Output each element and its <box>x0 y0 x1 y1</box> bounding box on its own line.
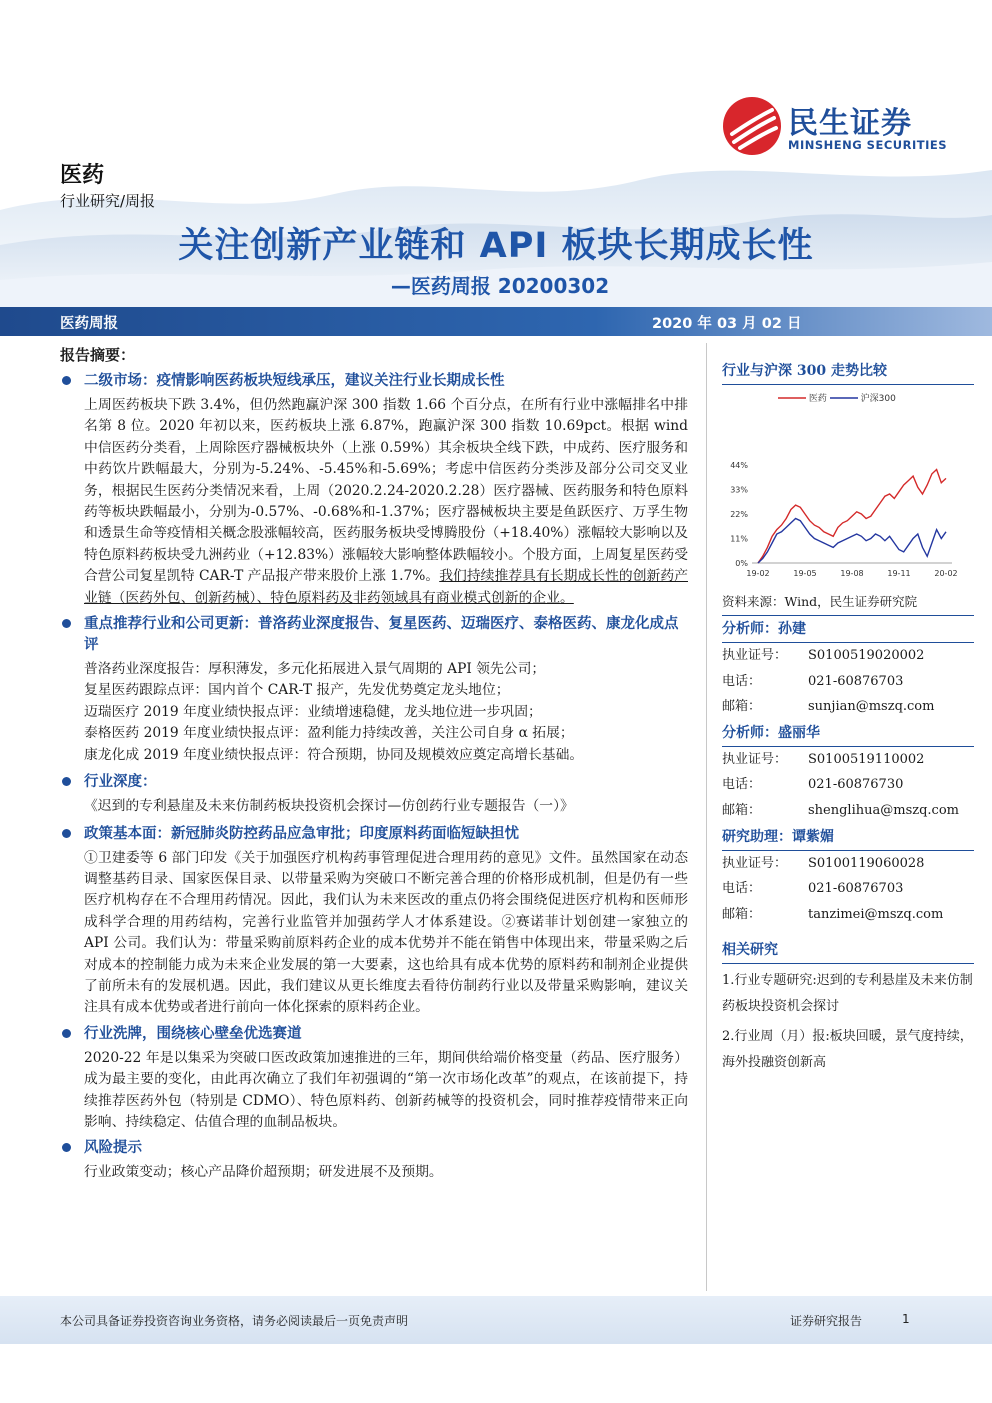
report-title: 关注创新产业链和 API 板块长期成长性 <box>178 226 814 266</box>
company-logo <box>722 96 962 160</box>
chart-legend <box>778 391 896 404</box>
y-tick-label: 22% <box>730 510 748 519</box>
recommendation-line: 普洛药业深度报告：厚积薄发，多元化拓展进入景气周期的 API 领先公司； <box>84 661 546 678</box>
analyst-detail-row: 执业证号： S0100119060028 <box>722 855 925 871</box>
legend-label-hs300: 沪深300 <box>860 394 896 404</box>
report-type: 行业研究/周报 <box>60 192 156 210</box>
bullet-icon <box>62 1029 71 1038</box>
analyst-email-link[interactable]: tanzimei@mszq.com <box>808 906 944 922</box>
column-divider <box>706 343 707 1291</box>
related-research-item[interactable]: 1.行业专题研究:迟到的专利悬崖及未来仿制药板块投资机会探讨 <box>722 973 973 1015</box>
line-chart <box>722 385 974 591</box>
x-tick-label: 19-08 <box>840 569 864 578</box>
analyst-email-link[interactable]: shenglihua@mszq.com <box>808 802 959 818</box>
y-tick-label: 0% <box>735 559 748 568</box>
underlined-recommendation: 我们持续推荐具有长期成长性的创新药产业链（医药外包、创新药械）、特色原料药及非药领域具有商业模式创新的企业。 <box>84 568 688 606</box>
analyst-detail-row: 执业证号： S0100519110002 <box>722 751 925 767</box>
chart-source: 资料来源：Wind，民生证券研究院 <box>722 591 974 616</box>
analyst-title: 分析师：盛丽华 <box>722 720 974 747</box>
analyst-title: 研究助理：谭紫媚 <box>722 824 974 851</box>
bullet-icon <box>62 1143 71 1152</box>
series-line-0 <box>758 470 946 564</box>
bullet-icon <box>62 829 71 838</box>
related-research-title: 相关研究 <box>722 937 974 964</box>
sidebar <box>722 358 974 1076</box>
y-tick-label: 11% <box>730 534 748 544</box>
x-tick-label: 20-02 <box>934 569 958 578</box>
analyst-detail-row: 执业证号： S0100519020002 <box>722 648 925 663</box>
trend-chart <box>722 385 974 591</box>
summary-title: 报告摘要： <box>60 346 136 364</box>
analyst-detail-row: 电话： 021-60876703 <box>722 673 904 689</box>
x-tick-label: 19-02 <box>746 569 770 578</box>
minsheng-logo-icon <box>722 96 782 156</box>
analyst-detail-row: 邮箱： shenglihua@mszq.com <box>722 802 959 818</box>
y-tick-label: 33% <box>730 485 748 495</box>
section-heading-depth: 行业深度： <box>60 771 688 792</box>
section-body-risk: 行业政策变动；核心产品降价超预期；研发进展不及预期。 <box>84 1164 443 1181</box>
section-heading-market: 二级市场：疫情影响医药板块短线承压，建议关注行业长期成长性 <box>60 370 688 391</box>
analyst-title: 分析师：孙建 <box>722 616 974 643</box>
related-research-item[interactable]: 2.行业周（月）报:板块回暖，景气度持续，海外投融资创新高 <box>722 1029 973 1071</box>
bullet-icon <box>62 376 71 385</box>
section-body-policy: ①卫建委等 6 部门印发《关于加强医疗机构药事管理促进合理用药的意见》文件。虽然国家在动态调整基药目录、国家医保目录、以带量采购为突破口不断完善合理的价格形成机制，但是仍有一些医疗机构存在不合理用药情况。因此，我们认为未来医改的重点仍将会围绕促进医疗机构和医师形成科学合理的用药结构，完善行业监管并加强药学人才体系建设。②赛诺菲计划创建一家独立的 API 公司。我们认为：带量采购前原料药企业的成本优势并不能在销售中体现出来，带量采购之后对成本的控制能力成为未来企业发展的第一大要素，这也给具有成本优势的原料药和制剂企业提供了前所未有的发展机遇。因此，我们建议从更长维度去看待仿制药行业以及带量采购影响，建议关注具有成本优势或者进行前向一体化探索的原料药企业。 <box>84 849 688 1016</box>
recommendation-line: 复星医药跟踪点评：国内首个 CAR-T 报产，先发优势奠定龙头地位； <box>84 682 510 699</box>
chart-title: 行业与沪深 300 走势比较 <box>722 358 974 385</box>
page-footer <box>0 1296 992 1344</box>
footer-disclaimer: 本公司具备证券投资咨询业务资格，请务必阅读最后一页免责声明 <box>60 1314 409 1328</box>
analyst-email-link[interactable]: sunjian@mszq.com <box>808 699 935 715</box>
sector-label: 医药 <box>60 163 105 188</box>
analyst-detail-row: 邮箱： tanzimei@mszq.com <box>722 906 944 922</box>
logo-english-name: MINSHENG SECURITIES <box>788 138 947 152</box>
legend-label-pharma: 医药 <box>808 394 827 404</box>
footer-report-type: 证券研究报告 <box>790 1314 863 1328</box>
analyst-detail-row: 邮箱： sunjian@mszq.com <box>722 699 935 715</box>
section-body-market: 上周医药板块下跌 3.4%，但仍然跑赢沪深 300 指数 1.66 个百分点，在所有行业中涨幅排名中排名第 8 位。2020 年初以来，医药板块上涨 6.87%，跑赢沪深 300 指数 10.69pct。根据 wind 中信医药分类看，上周除医疗器械板块外（上涨 0.59%）其余板块全线下跌，中成药、医疗服务和中药饮片跌幅最大，分别为-5.24%、-5.45%和-5.69%；考虑中信医药分类涉及部分公司交叉业务，根据民生医药分类情况来看，上周（2020.2.24-2020.2.28）医疗器械、医药服务和特色原料药等板块跌幅最小，分别为-0.57%、-0.68%和-1.37%；医疗器械板块主要是鱼跃医疗、万孚生物和透景生命等疫情相关概念股涨幅较高，医药服务板块受博腾股份（+18.40%）涨幅较大影响以及特色原料药板块受九洲药业（+12.83%）涨幅较大影响整体跌幅较小。个股方面，上周复星医药受合营公司复星凯特 CAR-T 产品报产带来股价上涨 1.7%。我们持续推荐具有长期成长性的创新药产业链（医药外包、创新药械）、特色原料药及非药领域具有商业模式创新的企业。 <box>84 397 688 606</box>
y-tick-label: 44% <box>730 461 748 470</box>
depth-report-line: 《迟到的专利悬崖及未来仿制药板块投资机会探讨—仿创药行业专题报告（一）》 <box>84 798 574 815</box>
summary-column <box>60 344 688 1188</box>
section-heading-reshuffle: 行业洗牌，围绕核心壁垒优选赛道 <box>60 1023 688 1044</box>
page-number: 1 <box>902 1312 910 1326</box>
recommendation-line: 泰格医药 2019 年度业绩快报点评：盈利能力持续改善，关注公司自身 α 拓展； <box>84 725 574 742</box>
title-band <box>0 307 992 336</box>
logo-chinese-name: 民生证券 <box>788 106 912 141</box>
report-subtitle: —医药周报 20200302 <box>390 274 610 298</box>
analyst-detail-row: 电话： 021-60876703 <box>722 881 904 897</box>
recommendation-line: 康龙化成 2019 年度业绩快报点评：符合预期，协同及规模效应奠定高增长基础。 <box>84 746 584 763</box>
section-heading-risk: 风险提示 <box>60 1137 688 1158</box>
bullet-icon <box>62 619 71 628</box>
x-tick-label: 19-11 <box>887 569 911 578</box>
section-body-reshuffle: 2020-22 年是以集采为突破口医改政策加速推进的三年，期间供给端价格变量（药品、医疗服务）成为最主要的变化，由此再次确立了我们年初强调的“第一次市场化改革”的观点，在该前提下，持续推荐医药外包（特别是 CDMO）、特色原料药、创新药械等的投资机会，同时推荐疫情带来正向影响、持续稳定、估值合理的血制品板块。 <box>84 1049 688 1130</box>
series-line-1 <box>758 519 946 564</box>
band-date: 2020 年 03 月 02 日 <box>652 316 802 332</box>
recommendation-line: 迈瑞医疗 2019 年度业绩快报点评：业绩增速稳健，龙头地位进一步巩固； <box>84 703 542 720</box>
section-heading-policy: 政策基本面：新冠肺炎防控药品应急审批；印度原料药面临短缺担忧 <box>60 823 688 844</box>
bullet-icon <box>62 777 71 786</box>
legend-swatch-pharma <box>778 395 806 401</box>
section-heading-recommendations: 重点推荐行业和公司更新：普洛药业深度报告、复星医药、迈瑞医疗、泰格医药、康龙化成点评 <box>60 613 688 655</box>
band-report-name: 医药周报 <box>60 316 118 332</box>
analyst-detail-row: 电话： 021-60876730 <box>722 777 904 793</box>
x-tick-label: 19-05 <box>793 569 817 578</box>
legend-swatch-hs300 <box>830 395 858 401</box>
